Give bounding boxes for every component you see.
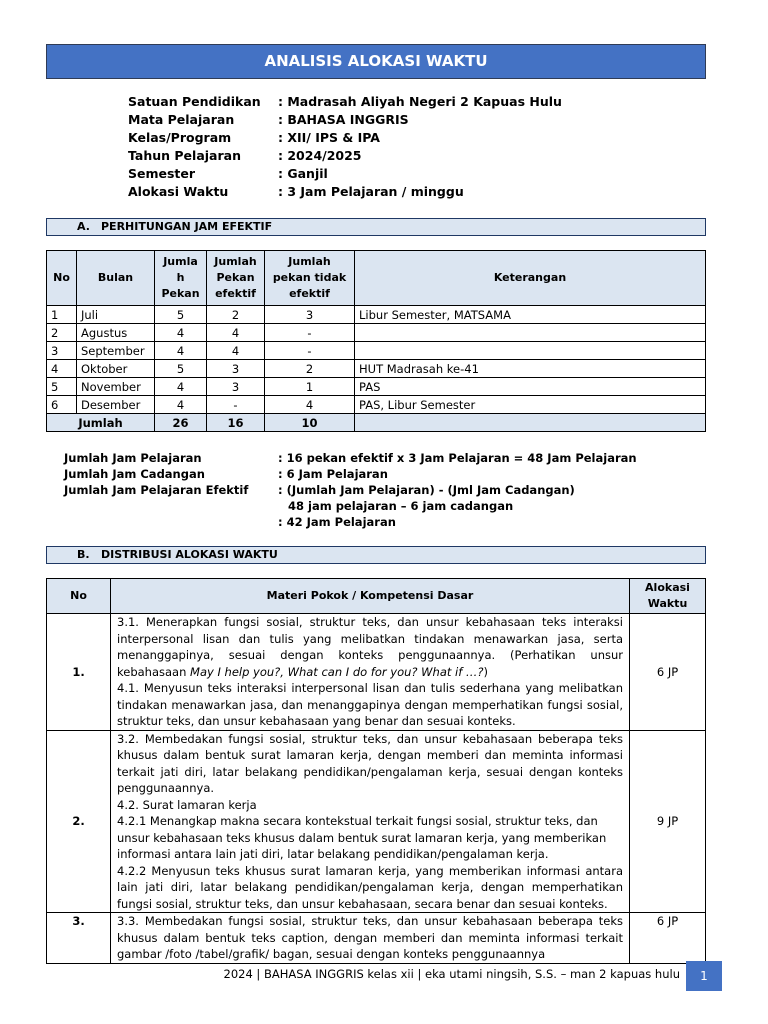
section-b-letter: B. bbox=[77, 548, 90, 561]
cell-pekan: 4 bbox=[155, 324, 207, 342]
cell-bulan: November bbox=[77, 378, 155, 396]
materi-paragraph: 4.1. Menyusun teks interaksi interpersonal lisan dan tulis sederhana yang melibatkan tindakan menawarkan jasa, dan menanggapinya dengan memperhatikan fungsi sosial, struktur teks, dan unsur kebahasaan yang benar dan sesuai konteks. bbox=[117, 681, 623, 728]
cell-keterangan: PAS bbox=[355, 378, 706, 396]
cell-pekan: 5 bbox=[155, 360, 207, 378]
info-label: Tahun Pelajaran bbox=[128, 148, 241, 163]
time-distribution-table bbox=[46, 578, 706, 964]
header-text: h bbox=[176, 271, 185, 284]
cell-pekan: 5 bbox=[155, 306, 207, 324]
cell-alokasi: 9 JP bbox=[630, 730, 706, 913]
cell-no: 6 bbox=[47, 396, 77, 414]
cell-alokasi: 6 JP bbox=[630, 614, 706, 731]
cell-materi bbox=[111, 614, 630, 731]
materi-text: ) bbox=[483, 664, 489, 679]
cell-no: 1 bbox=[47, 306, 77, 324]
total-row bbox=[47, 414, 706, 432]
header-text: Waktu bbox=[647, 597, 688, 610]
info-value: : Ganjil bbox=[278, 166, 328, 181]
info-label: Mata Pelajaran bbox=[128, 112, 235, 127]
total-label: Jumlah bbox=[47, 414, 155, 432]
cell-no: 2 bbox=[47, 324, 77, 342]
info-label: Semester bbox=[128, 166, 196, 181]
cell-tidak-efektif: - bbox=[265, 342, 355, 360]
summary-row: 48 jam pelajaran – 6 jam cadangan bbox=[288, 499, 514, 513]
cell-materi bbox=[111, 913, 630, 964]
cell-efektif: - bbox=[207, 396, 265, 414]
header-text: efektif bbox=[215, 287, 256, 300]
total-tidak-efektif: 10 bbox=[265, 414, 355, 432]
materi-paragraph: 4.2. Surat lamaran kerja bbox=[117, 797, 257, 812]
cell-efektif: 3 bbox=[207, 378, 265, 396]
cell-bulan: Agustus bbox=[77, 324, 155, 342]
materi-paragraph: 4.2.2 Menyusun teks khusus surat lamaran kerja, yang memberikan informasi antara lain jati diri, latar belakang pendidikan/pengalaman kerja, dengan memperhatikan fungsi sosial, struktur teks, dan unsur kebahasaan, secara benar dan sesuai konteks. bbox=[117, 863, 623, 911]
header-materi: Materi Pokok / Kompetensi Dasar bbox=[111, 579, 630, 614]
header-text: Jumlah bbox=[288, 255, 331, 268]
summary-value: : 6 Jam Pelajaran bbox=[278, 467, 388, 481]
table-row bbox=[47, 913, 706, 964]
info-value: : BAHASA INGGRIS bbox=[278, 112, 409, 127]
cell-keterangan bbox=[355, 324, 706, 342]
header-text: Alokasi bbox=[645, 581, 690, 594]
materi-paragraph: 4.2.1 Menangkap makna secara kontekstual terkait fungsi sosial, struktur teks, dan unsur kebahasaan teks khusus dalam bentuk surat lamaran kerja, yang memberikan informasi antara lain jati diri, latar belakang pendidikan/pengalaman kerja. bbox=[117, 814, 607, 861]
identity-block bbox=[128, 93, 562, 201]
cell-bulan: Desember bbox=[77, 396, 155, 414]
info-value: : XII/ IPS & IPA bbox=[278, 130, 380, 145]
header-pekan-tidak-efektif bbox=[265, 251, 355, 306]
info-row bbox=[128, 147, 562, 165]
table-row bbox=[47, 396, 706, 414]
total-keterangan bbox=[355, 414, 706, 432]
cell-no: 4 bbox=[47, 360, 77, 378]
cell-tidak-efektif: 2 bbox=[265, 360, 355, 378]
cell-tidak-efektif: - bbox=[265, 324, 355, 342]
materi-paragraph: 3.3. Membedakan fungsi sosial, struktur teks, dan unsur kebahasaan beberapa teks khusus dalam bentuk teks caption, dengan memberi dan meminta informasi terkait gambar /foto /tabel/grafik/ bagan, sesuai dengan konteks penggunaannya bbox=[117, 914, 623, 961]
cell-pekan: 4 bbox=[155, 342, 207, 360]
summary-value: : (Jumlah Jam Pelajaran) - (Jml Jam Cadangan) bbox=[278, 483, 575, 497]
cell-tidak-efektif: 1 bbox=[265, 378, 355, 396]
table-row bbox=[47, 730, 706, 913]
table-row bbox=[47, 614, 706, 731]
header-text: Jumla bbox=[163, 255, 198, 268]
info-row bbox=[128, 129, 562, 147]
summary-label: Jumlah Jam Pelajaran Efektif bbox=[64, 483, 249, 497]
cell-no: 3. bbox=[47, 913, 111, 964]
summary-label: Jumlah Jam Pelajaran bbox=[64, 451, 202, 465]
cell-efektif: 3 bbox=[207, 360, 265, 378]
summary-label: Jumlah Jam Cadangan bbox=[64, 467, 205, 481]
header-text: Pekan bbox=[161, 287, 200, 300]
table-header-row bbox=[47, 251, 706, 306]
summary-row bbox=[64, 514, 637, 530]
materi-example: May I help you?, What can I do for you? What if …? bbox=[190, 664, 484, 679]
info-label: Alokasi Waktu bbox=[128, 184, 229, 199]
cell-alokasi: 6 JP bbox=[630, 913, 706, 964]
header-no: No bbox=[47, 579, 111, 614]
cell-materi bbox=[111, 730, 630, 913]
cell-bulan: September bbox=[77, 342, 155, 360]
summary-row bbox=[64, 466, 637, 482]
table-row bbox=[47, 360, 706, 378]
header-pekan-efektif bbox=[207, 251, 265, 306]
cell-keterangan bbox=[355, 342, 706, 360]
cell-pekan: 4 bbox=[155, 396, 207, 414]
section-a-heading bbox=[46, 218, 706, 236]
info-row bbox=[128, 93, 562, 111]
cell-keterangan: Libur Semester, MATSAMA bbox=[355, 306, 706, 324]
header-alokasi bbox=[630, 579, 706, 614]
cell-efektif: 2 bbox=[207, 306, 265, 324]
section-b-heading bbox=[46, 546, 706, 564]
info-value: : Madrasah Aliyah Negeri 2 Kapuas Hulu bbox=[278, 94, 562, 109]
table-row bbox=[47, 306, 706, 324]
header-keterangan: Keterangan bbox=[355, 251, 706, 306]
table-header-row bbox=[47, 579, 706, 614]
header-no: No bbox=[47, 251, 77, 306]
info-value: : 2024/2025 bbox=[278, 148, 362, 163]
table-row bbox=[47, 324, 706, 342]
header-bulan: Bulan bbox=[77, 251, 155, 306]
header-text: efektif bbox=[289, 287, 330, 300]
cell-tidak-efektif: 4 bbox=[265, 396, 355, 414]
cell-tidak-efektif: 3 bbox=[265, 306, 355, 324]
cell-no: 5 bbox=[47, 378, 77, 396]
info-row bbox=[128, 183, 562, 201]
table-row bbox=[47, 342, 706, 360]
info-row bbox=[128, 111, 562, 129]
info-label: Satuan Pendidikan bbox=[128, 94, 261, 109]
cell-keterangan: PAS, Libur Semester bbox=[355, 396, 706, 414]
materi-text: 3.1. Menerapkan fungsi sosial, struktur teks, dan unsur kebahasaan teks interaksi interpersonal lisan dan tulis yang melibatkan tindakan menawarkan jasa, serta menanggapinya, sesuai dengan konteks penggunaannya. (Perhatikan unsur kebahasaan bbox=[117, 615, 623, 679]
cell-efektif: 4 bbox=[207, 324, 265, 342]
page-footer bbox=[0, 961, 768, 991]
section-a-title: PERHITUNGAN JAM EFEKTIF bbox=[101, 220, 273, 233]
footer-text: 2024 | BAHASA INGGRIS kelas xii | eka utami ningsih, S.S. – man 2 kapuas hulu bbox=[223, 967, 680, 981]
cell-bulan: Oktober bbox=[77, 360, 155, 378]
cell-no: 3 bbox=[47, 342, 77, 360]
info-label: Kelas/Program bbox=[128, 130, 232, 145]
cell-no: 2. bbox=[47, 730, 111, 913]
effective-hours-table bbox=[46, 250, 706, 432]
summary-row bbox=[64, 450, 637, 466]
cell-bulan: Juli bbox=[77, 306, 155, 324]
cell-keterangan: HUT Madrasah ke-41 bbox=[355, 360, 706, 378]
summary-value: : 42 Jam Pelajaran bbox=[278, 515, 396, 529]
materi-paragraph bbox=[117, 614, 623, 680]
info-value: : 3 Jam Pelajaran / minggu bbox=[278, 184, 464, 199]
summary-row bbox=[64, 482, 637, 498]
materi-paragraph: 3.2. Membedakan fungsi sosial, struktur teks, dan unsur kebahasaan beberapa teks khusus dalam bentuk surat lamaran kerja, dengan memberi dan meminta informasi terkait jati diri, latar belakang pendidikan/pengalaman kerja, sesuai dengan konteks penggunaannya. bbox=[117, 731, 623, 795]
section-b-title: DISTRIBUSI ALOKASI WAKTU bbox=[101, 548, 278, 561]
cell-no: 1. bbox=[47, 614, 111, 731]
summary-value: : 16 pekan efektif x 3 Jam Pelajaran = 48 Jam Pelajaran bbox=[278, 451, 637, 465]
cell-pekan: 4 bbox=[155, 378, 207, 396]
total-pekan: 26 bbox=[155, 414, 207, 432]
cell-efektif: 4 bbox=[207, 342, 265, 360]
header-text: pekan tidak bbox=[272, 271, 347, 284]
header-jumlah-pekan bbox=[155, 251, 207, 306]
section-a-letter: A. bbox=[77, 220, 90, 233]
document-title: ANALISIS ALOKASI WAKTU bbox=[46, 44, 706, 79]
info-row bbox=[128, 165, 562, 183]
header-text: Pekan bbox=[216, 271, 255, 284]
header-text: Jumlah bbox=[214, 255, 257, 268]
table-row bbox=[47, 378, 706, 396]
total-efektif: 16 bbox=[207, 414, 265, 432]
page-number: 1 bbox=[686, 961, 722, 991]
hours-summary bbox=[64, 450, 637, 530]
